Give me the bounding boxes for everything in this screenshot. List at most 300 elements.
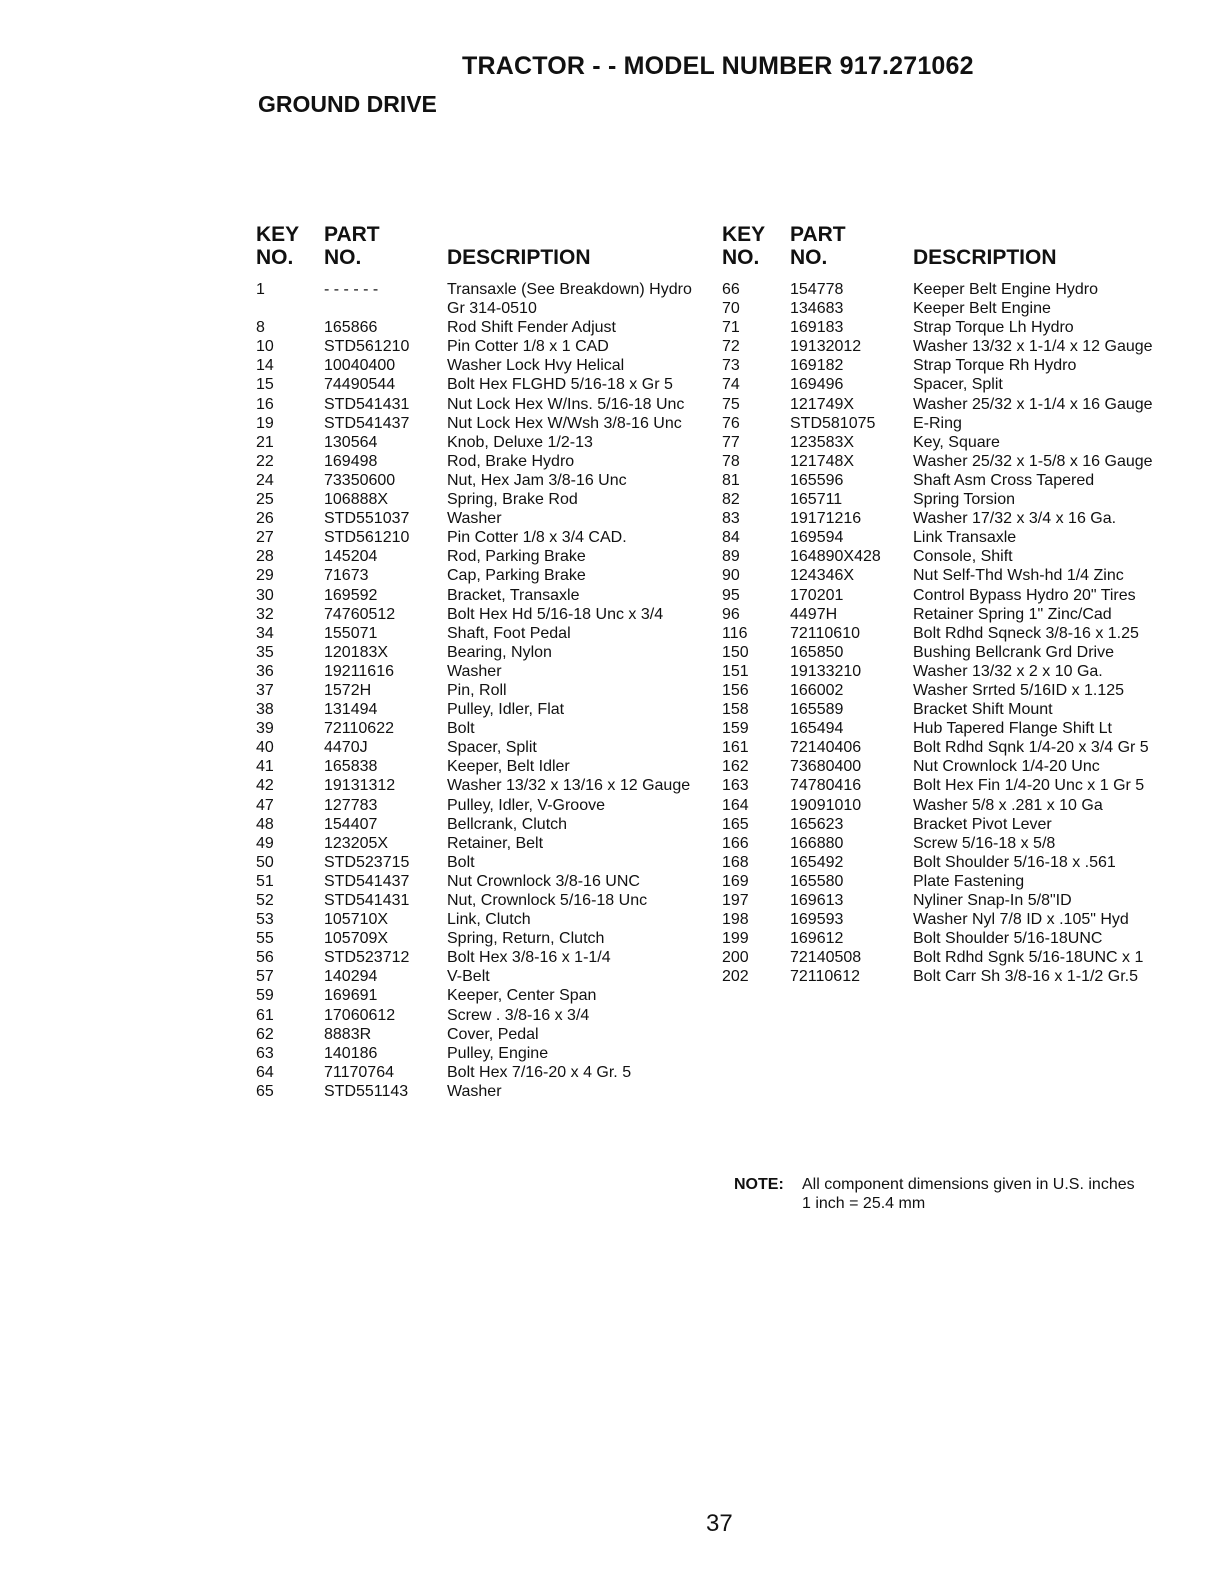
- part-number: STD523712: [324, 949, 410, 967]
- key-number: 82: [722, 491, 740, 509]
- part-description: Bolt Rdhd Sqneck 3/8-16 x 1.25: [913, 624, 1139, 642]
- table-row: [252, 356, 712, 375]
- table-row: [718, 395, 1178, 414]
- key-number: 163: [722, 777, 749, 795]
- table-row: [718, 815, 1178, 834]
- table-row: [252, 1044, 712, 1063]
- part-number: 165850: [790, 643, 844, 661]
- key-number: 159: [722, 720, 749, 738]
- part-number: 165623: [790, 815, 844, 833]
- part-number: 169592: [324, 586, 378, 604]
- key-number: 57: [256, 968, 274, 986]
- key-number: 71: [722, 319, 740, 337]
- key-number: 10: [256, 338, 274, 356]
- key-number: 32: [256, 605, 274, 623]
- part-number: 169183: [790, 319, 844, 337]
- key-number: 73: [722, 357, 740, 375]
- part-number: 19133210: [790, 662, 862, 680]
- part-description: Rod, Parking Brake: [447, 548, 586, 566]
- part-number: STD551143: [324, 1082, 409, 1100]
- key-number: 21: [256, 433, 274, 451]
- part-number: STD523715: [324, 853, 410, 871]
- part-description: Bracket Pivot Lever: [913, 815, 1052, 833]
- part-description: Nut Crownlock 1/4-20 Unc: [913, 758, 1100, 776]
- part-description: Rod, Brake Hydro: [447, 452, 575, 470]
- table-row: [718, 967, 1178, 986]
- table-row: [718, 528, 1178, 547]
- part-number: 73350600: [324, 471, 396, 489]
- part-description: Washer 13/32 x 1-1/4 x 12 Gauge: [913, 338, 1153, 356]
- part-description: Screw . 3/8-16 x 3/4: [447, 1006, 590, 1024]
- part-description: Hub Tapered Flange Shift Lt: [913, 720, 1112, 738]
- parts-list-left: [252, 222, 712, 1101]
- key-number: 35: [256, 643, 274, 661]
- part-description: Transaxle (See Breakdown) Hydro Gr 314-0510: [447, 281, 692, 318]
- part-description: Screw 5/16-18 x 5/8: [913, 834, 1056, 852]
- part-description: Bracket Shift Mount: [913, 701, 1053, 719]
- header-part-no-label: NO.: [790, 246, 828, 269]
- header-key-no-label: NO.: [722, 246, 760, 269]
- part-number: 121748X: [790, 452, 855, 470]
- part-number: 165580: [790, 872, 844, 890]
- key-number: 49: [256, 834, 274, 852]
- table-row: [252, 547, 712, 566]
- part-description: Strap Torque Rh Hydro: [913, 357, 1077, 375]
- key-number: 1: [256, 281, 265, 298]
- table-row: [718, 356, 1178, 375]
- part-description: Cap, Parking Brake: [447, 567, 586, 585]
- part-number: 73680400: [790, 758, 862, 776]
- part-description: Bearing, Nylon: [447, 643, 552, 661]
- part-number: STD541431: [324, 892, 410, 909]
- table-row: [252, 414, 712, 433]
- part-description: Spring, Brake Rod: [447, 491, 578, 509]
- part-number: STD541437: [324, 872, 410, 890]
- part-number: 164890X428: [790, 548, 881, 566]
- table-row: [252, 1063, 712, 1082]
- key-number: 95: [722, 586, 740, 604]
- header-key-label: KEY: [256, 223, 300, 246]
- table-row: [252, 490, 712, 509]
- key-number: 84: [722, 529, 740, 547]
- table-row: [252, 948, 712, 967]
- part-description: Washer 25/32 x 1-5/8 x 16 Gauge: [913, 452, 1153, 470]
- part-description: Washer: [447, 510, 502, 528]
- table-row: [252, 1025, 712, 1044]
- table-row: [252, 605, 712, 624]
- part-description: Washer: [447, 662, 502, 680]
- table-row: [718, 776, 1178, 795]
- table-row: [718, 509, 1178, 528]
- table-row: [718, 299, 1178, 318]
- key-number: 77: [722, 433, 740, 451]
- part-number: STD541431: [324, 395, 410, 413]
- key-number: 75: [722, 395, 740, 413]
- key-number: 19: [256, 414, 274, 432]
- part-description: Keeper Belt Engine: [913, 300, 1051, 318]
- key-number: 52: [256, 892, 274, 909]
- part-number: 123205X: [324, 834, 389, 852]
- table-row: [252, 452, 712, 471]
- table-row: [252, 318, 712, 337]
- part-number: 169496: [790, 376, 844, 394]
- part-description: Bolt: [447, 853, 475, 871]
- part-number: 145204: [324, 548, 378, 566]
- table-row: [252, 738, 712, 757]
- table-row: [718, 796, 1178, 815]
- part-description: Spacer, Split: [913, 376, 1003, 394]
- key-number: 74: [722, 376, 740, 394]
- key-number: 14: [256, 357, 274, 375]
- table-row: [252, 910, 712, 929]
- part-description: Retainer, Belt: [447, 834, 544, 852]
- key-number: 25: [256, 491, 274, 509]
- table-row: [718, 337, 1178, 356]
- table-row: [718, 471, 1178, 490]
- key-number: 96: [722, 605, 740, 623]
- part-number: 105709X: [324, 930, 389, 948]
- part-description: Bolt Hex Fin 1/4-20 Unc x 1 Gr 5: [913, 777, 1145, 795]
- part-number: 169691: [324, 987, 378, 1005]
- part-description: E-Ring: [913, 414, 962, 432]
- key-number: 29: [256, 567, 274, 585]
- part-number: 131494: [324, 701, 378, 719]
- part-number: 165838: [324, 758, 378, 776]
- key-number: 200: [722, 949, 749, 967]
- key-number: 197: [722, 892, 749, 909]
- key-number: 116: [722, 624, 748, 642]
- table-row: [718, 700, 1178, 719]
- table-row: [718, 853, 1178, 872]
- part-number: 71673: [324, 567, 369, 585]
- key-number: 50: [256, 853, 274, 871]
- part-description: Bolt: [447, 720, 475, 738]
- part-number: 155071: [324, 624, 378, 642]
- table-row: [252, 796, 712, 815]
- table-header: [252, 222, 712, 280]
- part-number: 140186: [324, 1044, 378, 1062]
- header-part-label: PART: [790, 223, 846, 246]
- key-number: 83: [722, 510, 740, 528]
- key-number: 39: [256, 720, 274, 738]
- table-row: [252, 834, 712, 853]
- key-number: 59: [256, 987, 274, 1005]
- part-number: 4497H: [790, 605, 838, 623]
- table-row: [718, 662, 1178, 681]
- part-number: 140294: [324, 968, 378, 986]
- table-row: [718, 891, 1178, 910]
- part-description: Plate Fastening: [913, 872, 1025, 890]
- part-description: Spring, Return, Clutch: [447, 930, 605, 948]
- part-description: Washer 17/32 x 3/4 x 16 Ga.: [913, 510, 1117, 528]
- part-number: 120183X: [324, 643, 389, 661]
- part-number: 165711: [790, 491, 843, 509]
- part-description: Washer: [447, 1082, 502, 1100]
- part-number: STD541437: [324, 414, 410, 432]
- part-description: Washer 5/8 x .281 x 10 Ga: [913, 796, 1103, 814]
- part-description: Bolt Hex 3/8-16 x 1-1/4: [447, 949, 611, 967]
- part-description: V-Belt: [447, 968, 490, 986]
- part-number: 72110610: [790, 624, 860, 642]
- part-number: 154407: [324, 815, 378, 833]
- part-description: Strap Torque Lh Hydro: [913, 319, 1074, 337]
- part-description: Washer Lock Hvy Helical: [447, 357, 625, 375]
- key-number: 164: [722, 796, 749, 814]
- part-number: 169594: [790, 529, 844, 547]
- table-row: [718, 318, 1178, 337]
- table-row: [252, 891, 712, 910]
- part-description: Shaft Asm Cross Tapered: [913, 471, 1095, 489]
- part-description: Nut Lock Hex W/Ins. 5/16-18 Unc: [447, 395, 685, 413]
- key-number: 24: [256, 471, 274, 489]
- note-label: NOTE:: [734, 1176, 784, 1193]
- table-row: [252, 700, 712, 719]
- part-number: 19132012: [790, 338, 862, 356]
- part-number: 10040400: [324, 357, 396, 375]
- part-number: 166002: [790, 681, 844, 699]
- part-description: Washer Nyl 7/8 ID x .105" Hyd: [913, 911, 1129, 929]
- part-description: Keeper, Belt Idler: [447, 758, 570, 776]
- part-number: 72110612: [790, 968, 860, 986]
- table-row: [718, 929, 1178, 948]
- table-row: [252, 815, 712, 834]
- part-description: Pin, Roll: [447, 681, 507, 699]
- table-row: [718, 547, 1178, 566]
- key-number: 64: [256, 1063, 274, 1081]
- part-description: Nut, Hex Jam 3/8-16 Unc: [447, 471, 627, 489]
- part-number: 72140406: [790, 739, 862, 757]
- part-number: 166880: [790, 834, 844, 852]
- table-row: [718, 948, 1178, 967]
- key-number: 48: [256, 815, 274, 833]
- part-description: Keeper Belt Engine Hydro: [913, 281, 1098, 298]
- part-description: Spacer, Split: [447, 739, 537, 757]
- page-number: 37: [706, 1510, 733, 1537]
- part-description: Washer 25/32 x 1-1/4 x 16 Gauge: [913, 395, 1153, 413]
- key-number: 162: [722, 758, 749, 776]
- part-number: 165596: [790, 471, 844, 489]
- part-number: 165494: [790, 720, 844, 738]
- page-title: TRACTOR - - MODEL NUMBER 917.271062: [462, 52, 974, 80]
- part-description: Keeper, Center Span: [447, 987, 597, 1005]
- part-description: Link, Clutch: [447, 911, 531, 929]
- table-row: [252, 624, 712, 643]
- part-description: Key, Square: [913, 433, 1000, 451]
- part-description: Nut Crownlock 3/8-16 UNC: [447, 872, 640, 890]
- key-number: 61: [256, 1006, 274, 1024]
- key-number: 16: [256, 395, 274, 413]
- section-title: GROUND DRIVE: [258, 91, 437, 117]
- key-number: 40: [256, 739, 274, 757]
- table-row: [252, 643, 712, 662]
- part-number: 106888X: [324, 491, 389, 509]
- part-description: Spring Torsion: [913, 491, 1015, 509]
- table-row: [718, 452, 1178, 471]
- key-number: 90: [722, 567, 740, 585]
- key-number: 27: [256, 529, 274, 547]
- part-number: 169498: [324, 452, 378, 470]
- table-row: [252, 967, 712, 986]
- key-number: 38: [256, 701, 274, 719]
- part-description: Bolt Hex FLGHD 5/16-18 x Gr 5: [447, 376, 673, 394]
- key-number: 72: [722, 338, 740, 356]
- part-number: 169613: [790, 892, 844, 909]
- table-row: [718, 643, 1178, 662]
- key-number: 28: [256, 548, 274, 566]
- table-row: [718, 375, 1178, 394]
- part-number: 169182: [790, 357, 844, 375]
- part-description: Bushing Bellcrank Grd Drive: [913, 643, 1114, 661]
- part-number: 165589: [790, 701, 844, 719]
- key-number: 26: [256, 510, 274, 528]
- key-number: 76: [722, 414, 740, 432]
- part-description: Washer 13/32 x 13/16 x 12 Gauge: [447, 777, 691, 795]
- header-description-label: DESCRIPTION: [447, 246, 591, 269]
- part-description: Knob, Deluxe 1/2-13: [447, 433, 593, 451]
- key-number: 42: [256, 777, 274, 795]
- table-row: [252, 528, 712, 547]
- part-number: STD581075: [790, 414, 876, 432]
- part-number: 127783: [324, 796, 378, 814]
- part-description: Rod Shift Fender Adjust: [447, 319, 616, 337]
- key-number: 78: [722, 452, 740, 470]
- part-description: Control Bypass Hydro 20" Tires: [913, 586, 1136, 604]
- key-number: 47: [256, 796, 274, 814]
- part-number: STD551037: [324, 510, 410, 528]
- table-row: [718, 433, 1178, 452]
- table-header: [718, 222, 1178, 280]
- table-row: [252, 471, 712, 490]
- table-row: [252, 757, 712, 776]
- table-row: [252, 662, 712, 681]
- key-number: 8: [256, 319, 265, 337]
- part-description: Bolt Carr Sh 3/8-16 x 1-1/2 Gr.5: [913, 968, 1138, 986]
- table-row: [718, 605, 1178, 624]
- key-number: 15: [256, 376, 274, 394]
- part-number: 169612: [790, 930, 844, 948]
- header-description-label: DESCRIPTION: [913, 246, 1057, 269]
- part-number: 19131312: [324, 777, 396, 795]
- key-number: 168: [722, 853, 749, 871]
- part-description: Bolt Hex 7/16-20 x 4 Gr. 5: [447, 1063, 632, 1081]
- part-number: - - - - - -: [324, 281, 379, 298]
- key-number: 41: [256, 758, 274, 776]
- table-row: [252, 509, 712, 528]
- part-number: 17060612: [324, 1006, 396, 1024]
- part-description: Pulley, Engine: [447, 1044, 549, 1062]
- part-description: Pin Cotter 1/8 x 3/4 CAD.: [447, 529, 627, 547]
- part-number: 74490544: [324, 376, 396, 394]
- part-description: Link Transaxle: [913, 529, 1017, 547]
- part-description: Console, Shift: [913, 548, 1013, 566]
- part-number: 74780416: [790, 777, 862, 795]
- key-number: 166: [722, 834, 749, 852]
- key-number: 55: [256, 930, 274, 948]
- table-row: [718, 624, 1178, 643]
- part-number: STD561210: [324, 338, 410, 356]
- header-key-no-label: NO.: [256, 246, 294, 269]
- part-number: 165866: [324, 319, 378, 337]
- part-description: Bolt Hex Hd 5/16-18 Unc x 3/4: [447, 605, 664, 623]
- part-number: 19171216: [790, 510, 862, 528]
- table-row: [718, 719, 1178, 738]
- table-row: [718, 280, 1178, 299]
- part-description: Nut Self-Thd Wsh-hd 1/4 Zinc: [913, 567, 1124, 585]
- key-number: 151: [722, 662, 749, 680]
- key-number: 169: [722, 872, 749, 890]
- part-description: Cover, Pedal: [447, 1025, 539, 1043]
- key-number: 199: [722, 930, 749, 948]
- key-number: 66: [722, 281, 740, 298]
- note-text: All component dimensions given in U.S. inches 1 inch = 25.4 mm: [802, 1176, 1135, 1213]
- key-number: 62: [256, 1025, 274, 1043]
- key-number: 30: [256, 586, 274, 604]
- key-number: 70: [722, 300, 740, 318]
- part-number: 19211616: [324, 662, 394, 680]
- table-row: [718, 414, 1178, 433]
- table-row: [252, 586, 712, 605]
- header-part-no-label: NO.: [324, 246, 362, 269]
- key-number: 198: [722, 911, 749, 929]
- header-key-label: KEY: [722, 223, 766, 246]
- header-part-label: PART: [324, 223, 380, 246]
- table-row: [252, 929, 712, 948]
- key-number: 51: [256, 872, 274, 890]
- note-block: [734, 1175, 1142, 1213]
- key-number: 81: [722, 471, 740, 489]
- part-number: 165492: [790, 853, 844, 871]
- part-description: Retainer Spring 1" Zinc/Cad: [913, 605, 1112, 623]
- part-number: 123583X: [790, 433, 855, 451]
- part-description: Nut, Crownlock 5/16-18 Unc: [447, 892, 648, 909]
- table-row: [718, 566, 1178, 585]
- part-description: Bolt Shoulder 5/16-18 x .561: [913, 853, 1116, 871]
- part-number: 71170764: [324, 1063, 394, 1081]
- key-number: 158: [722, 701, 749, 719]
- key-number: 150: [722, 643, 749, 661]
- parts-rows-right: [718, 280, 1178, 986]
- table-row: [252, 986, 712, 1005]
- part-number: 169593: [790, 911, 844, 929]
- key-number: 89: [722, 548, 740, 566]
- key-number: 156: [722, 681, 749, 699]
- table-row: [252, 719, 712, 738]
- table-row: [252, 1006, 712, 1025]
- table-row: [252, 566, 712, 585]
- table-row: [252, 681, 712, 700]
- part-description: Pulley, Idler, V-Groove: [447, 796, 605, 814]
- part-description: Bolt Rdhd Sgnk 5/16-18UNC x 1: [913, 949, 1144, 967]
- part-description: Pin Cotter 1/8 x 1 CAD: [447, 338, 609, 356]
- table-row: [718, 586, 1178, 605]
- part-number: 74760512: [324, 605, 396, 623]
- table-row: [252, 776, 712, 795]
- key-number: 36: [256, 662, 274, 680]
- key-number: 37: [256, 681, 274, 699]
- part-number: 1572H: [324, 681, 372, 699]
- table-row: [252, 1082, 712, 1101]
- part-description: Pulley, Idler, Flat: [447, 701, 565, 719]
- table-row: [252, 337, 712, 356]
- table-row: [718, 738, 1178, 757]
- part-description: Bracket, Transaxle: [447, 586, 580, 604]
- key-number: 165: [722, 815, 749, 833]
- part-number: 105710X: [324, 911, 389, 929]
- parts-rows-left: [252, 280, 712, 1101]
- part-number: 154778: [790, 281, 844, 298]
- part-description: Nyliner Snap-In 5/8"ID: [913, 892, 1072, 909]
- table-row: [718, 910, 1178, 929]
